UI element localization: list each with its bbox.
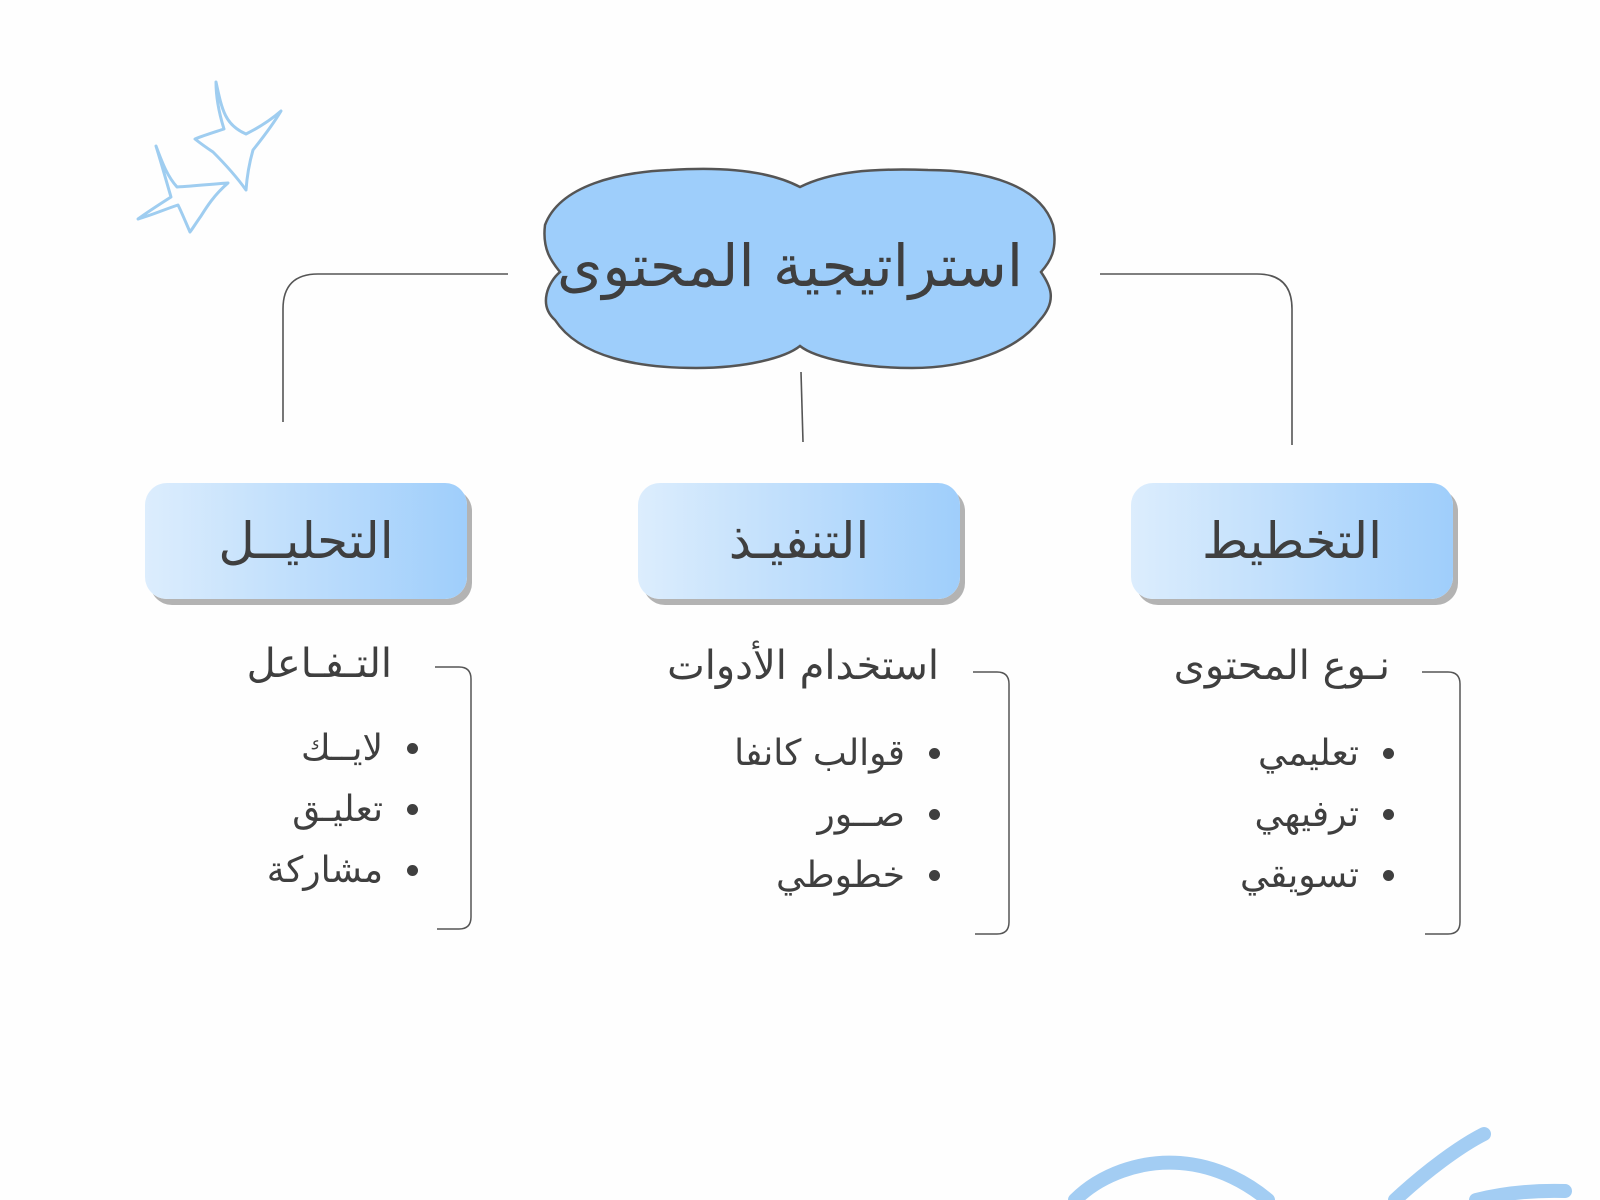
list-item-text: خطوطي [775, 855, 905, 896]
list-item [1240, 784, 1394, 845]
bullet-list-analysis [267, 718, 418, 901]
category-label-execution: التنفيـذ [728, 512, 870, 570]
list-item [267, 779, 418, 840]
bullet-icon [1383, 748, 1394, 759]
bracket-planning [1422, 672, 1460, 934]
sparkle-stars-icon [138, 82, 281, 232]
category-box-execution [638, 483, 960, 599]
connector-title-to-planning [1100, 274, 1292, 445]
bracket-analysis [435, 667, 471, 929]
subheading-planning: نـوع المحتوى [1173, 643, 1390, 689]
bullet-list-execution [734, 723, 940, 906]
bullet-icon [407, 865, 418, 876]
list-item-text: لايــك [301, 728, 383, 769]
category-label-analysis: التحليــل [218, 512, 394, 570]
connector-title-to-execution [801, 372, 803, 442]
bullet-icon [407, 743, 418, 754]
list-item [1240, 845, 1394, 906]
bullet-icon [929, 809, 940, 820]
connector-title-to-analysis [283, 274, 508, 422]
list-item-text: ترفيهي [1254, 794, 1359, 835]
subheading-execution: استخدام الأدوات [667, 643, 939, 689]
category-label-planning: التخطيط [1201, 512, 1383, 570]
bullet-list-planning [1240, 723, 1394, 906]
bullet-icon [929, 748, 940, 759]
list-item-text: صــور [817, 794, 905, 835]
list-item [734, 784, 940, 845]
brush-swirl-icon [1075, 1134, 1565, 1200]
bullet-icon [929, 870, 940, 881]
list-item [734, 723, 940, 784]
list-item [267, 840, 418, 901]
subheading-analysis: التـفـاعل [246, 641, 392, 687]
list-item-text: تسويقي [1240, 855, 1359, 896]
list-item-text: تعليـق [292, 789, 383, 830]
list-item [1240, 723, 1394, 784]
category-box-planning [1131, 483, 1453, 599]
category-box-analysis [145, 483, 467, 599]
bullet-icon [1383, 809, 1394, 820]
list-item-text: مشاركة [266, 850, 383, 891]
list-item [734, 845, 940, 906]
list-item-text: تعليمي [1258, 733, 1359, 774]
bracket-execution [973, 672, 1009, 934]
list-item [267, 718, 418, 779]
diagram-title: استراتيجية المحتوى [556, 232, 1024, 300]
bullet-icon [1383, 870, 1394, 881]
list-item-text: قوالب كانفا [734, 733, 905, 774]
bullet-icon [407, 804, 418, 815]
